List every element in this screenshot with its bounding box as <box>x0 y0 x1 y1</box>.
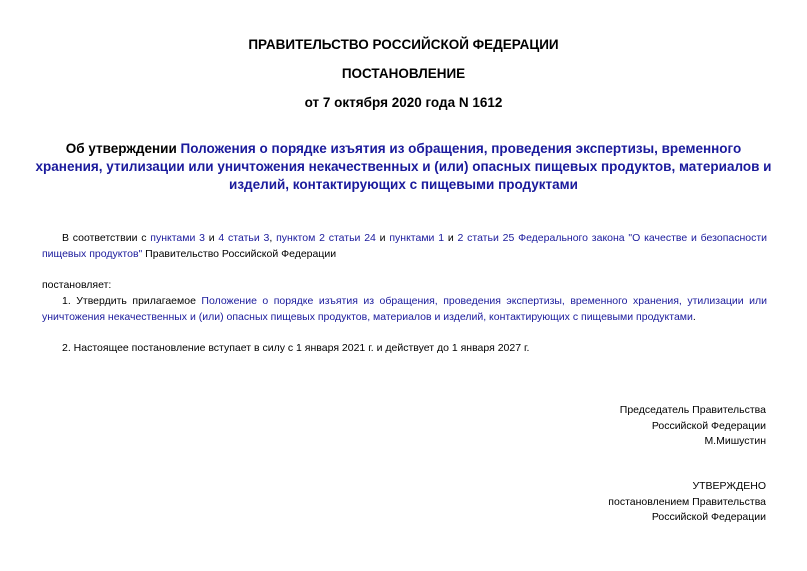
preamble-text-5: и <box>444 232 458 244</box>
link-punkt-1[interactable]: пунктами 1 <box>389 232 445 244</box>
signature-country: Российской Федерации <box>651 419 766 432</box>
decree-word: постановляет: <box>42 279 112 291</box>
preamble-paragraph <box>42 231 767 262</box>
link-punkt-3[interactable]: пунктами 3 <box>150 232 205 244</box>
approved-label: УТВЕРЖДЕНО <box>692 480 766 492</box>
approved-by: постановлением Правительства <box>608 495 766 508</box>
title-prefix: Об утверждении <box>65 141 181 156</box>
link-statya-3[interactable]: 4 статьи 3 <box>218 232 270 244</box>
item-1-link[interactable]: Положение о порядке изъятия из обращения, проведения экспертизы, временного хранения, утилизации или уничтожения некачественных и (или) опасных пищевых продуктов, материалов и изделий, контактирующих с пищевыми продуктами <box>42 295 767 323</box>
government-heading: ПРАВИТЕЛЬСТВО РОССИЙСКОЙ ФЕДЕРАЦИИ <box>248 37 559 52</box>
item-1-text: 1. Утвердить прилагаемое <box>62 295 202 307</box>
approved-block <box>466 479 766 526</box>
item-1-paragraph <box>42 294 767 325</box>
signature-position: Председатель Правительства <box>619 404 766 416</box>
signature-block <box>466 403 766 450</box>
preamble-text-3: , <box>269 232 277 244</box>
preamble-text-2: и <box>204 232 219 244</box>
item-2-paragraph: 2. Настоящее постановление вступает в силу с 1 января 2021 г. и действует до 1 января 2027 г. <box>62 342 530 354</box>
preamble-text-4: и <box>375 232 390 244</box>
doc-type-heading: ПОСТАНОВЛЕНИЕ <box>341 66 466 81</box>
date-number-heading: от 7 октября 2020 года N 1612 <box>304 95 503 110</box>
link-statya-25-law[interactable]: 2 статьи 25 Федерального закона "О качестве и безопасности пищевых продуктов" <box>42 232 768 260</box>
approved-country: Российской Федерации <box>651 511 766 523</box>
preamble-text-1: В соответствии с <box>62 232 151 244</box>
link-statya-24[interactable]: пунктом 2 статьи 24 <box>276 232 376 244</box>
signature-name: М.Мишустин <box>704 435 766 447</box>
item-1-end: . <box>692 310 696 323</box>
preamble-text-6: Правительство Российской Федерации <box>142 247 337 260</box>
title-link[interactable]: Положения о порядке изъятия из обращения, проведения экспертизы, временного хранения, утилизации или уничтожения некачественных и (или) опасных пищевых продуктов, материалов и изделий, контактирующих с пищевыми продуктами <box>35 141 772 192</box>
document-title <box>34 140 773 194</box>
